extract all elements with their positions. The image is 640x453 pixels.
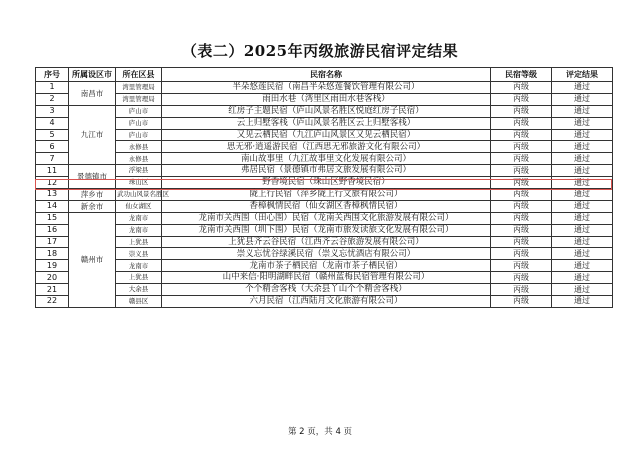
county-cell: 湾里管理局	[116, 93, 162, 105]
homestay-name: 陇上行民宿（萍乡陇上行文旅有限公司）	[162, 189, 491, 201]
county-cell: 龙南市	[116, 260, 162, 272]
page-title: （表二）2025年丙级旅游民宿评定结果	[181, 42, 459, 60]
county-cell: 庐山市	[116, 129, 162, 141]
county-cell: 永修县	[116, 153, 162, 165]
grade-cell: 丙级	[491, 284, 552, 296]
homestay-name: 又见云栖民宿（九江庐山风景区又见云栖民宿）	[162, 129, 491, 141]
county-cell: 龙南市	[116, 224, 162, 236]
table-row	[36, 272, 613, 284]
result-cell: 通过	[552, 117, 613, 129]
city-cell: 新余市	[69, 200, 116, 212]
city-cell: 景德镇市	[69, 165, 116, 189]
table-row	[36, 93, 613, 105]
county-cell: 上犹县	[116, 272, 162, 284]
result-cell: 通过	[552, 165, 613, 177]
row-number: 22	[36, 296, 69, 308]
grade-cell: 丙级	[491, 93, 552, 105]
table-row	[36, 260, 613, 272]
table-row	[36, 82, 613, 94]
homestay-name: 半朵悠莲民宿（南昌半朵悠莲餐饮管理有限公司）	[162, 82, 491, 94]
result-cell: 通过	[552, 236, 613, 248]
table-row	[36, 248, 613, 260]
homestay-name: 南山故事里（九江故事里文化发展有限公司）	[162, 153, 491, 165]
result-cell: 通过	[552, 272, 613, 284]
row-number: 21	[36, 284, 69, 296]
county-cell: 龙南市	[116, 212, 162, 224]
table-row	[36, 200, 613, 212]
county-cell: 湾里管理局	[116, 82, 162, 94]
table-row	[36, 212, 613, 224]
table-row	[36, 105, 613, 117]
result-cell: 通过	[552, 248, 613, 260]
table-row	[36, 165, 613, 177]
homestay-name: 野香境民宿（珠山区野香境民宿）	[162, 177, 491, 189]
header-name: 民宿名称	[162, 68, 491, 82]
result-cell: 通过	[552, 284, 613, 296]
header-county: 所在区县	[116, 68, 162, 82]
table-row	[36, 284, 613, 296]
page-footer: 第 2 页，共 4 页	[287, 427, 353, 437]
header-result: 评定结果	[552, 68, 613, 82]
county-cell: 庐山市	[116, 105, 162, 117]
row-number: 3	[36, 105, 69, 117]
homestay-name: 雨田水巷（湾里区雨田水巷客栈）	[162, 93, 491, 105]
row-number: 5	[36, 129, 69, 141]
homestay-name: 弗居民宿（景德镇市弗居文旅发展有限公司）	[162, 165, 491, 177]
county-cell: 崇义县	[116, 248, 162, 260]
row-number: 2	[36, 93, 69, 105]
result-cell: 通过	[552, 129, 613, 141]
row-number: 12	[36, 177, 69, 189]
row-number: 7	[36, 153, 69, 165]
row-number: 6	[36, 141, 69, 153]
homestay-name: 个个精舍客栈（大余县丫山个个精舍客栈）	[162, 284, 491, 296]
header-city: 所属设区市	[69, 68, 116, 82]
result-cell: 通过	[552, 153, 613, 165]
row-number: 16	[36, 224, 69, 236]
table-row	[36, 141, 613, 153]
homestay-name: 龙南市关西围（圳下围）民宿（龙南市旅发读旅文化发展有限公司）	[162, 224, 491, 236]
table-row	[36, 236, 613, 248]
county-cell: 永修县	[116, 141, 162, 153]
grade-cell: 丙级	[491, 236, 552, 248]
county-cell: 大余县	[116, 284, 162, 296]
county-cell: 仙女湖区	[116, 200, 162, 212]
county-cell: 武功山风景名胜区	[116, 189, 162, 201]
results-table	[35, 67, 613, 308]
grade-cell: 丙级	[491, 177, 552, 189]
row-number: 15	[36, 212, 69, 224]
table-row	[36, 189, 613, 201]
table-row	[36, 224, 613, 236]
table-row	[36, 296, 613, 308]
grade-cell: 丙级	[491, 141, 552, 153]
homestay-name: 香樟枫情民宿（仙女湖区香樟枫情民宿）	[162, 200, 491, 212]
result-cell: 通过	[552, 200, 613, 212]
homestay-name: 云上归墅客栈（庐山风景名胜区云上归墅客栈）	[162, 117, 491, 129]
county-cell: 庐山市	[116, 117, 162, 129]
result-cell: 通过	[552, 260, 613, 272]
county-cell: 上犹县	[116, 236, 162, 248]
table-row	[36, 153, 613, 165]
city-cell: 萍乡市	[69, 189, 116, 201]
county-cell: 浮梁县	[116, 165, 162, 177]
result-cell: 通过	[552, 141, 613, 153]
grade-cell: 丙级	[491, 200, 552, 212]
row-number: 17	[36, 236, 69, 248]
city-cell: 南昌市	[69, 82, 116, 106]
table-row	[36, 177, 613, 189]
grade-cell: 丙级	[491, 248, 552, 260]
row-number: 4	[36, 117, 69, 129]
result-cell: 通过	[552, 296, 613, 308]
result-cell: 通过	[552, 105, 613, 117]
grade-cell: 丙级	[491, 82, 552, 94]
homestay-name: 上犹县齐云谷民宿（江西齐云谷旅游发展有限公司）	[162, 236, 491, 248]
grade-cell: 丙级	[491, 212, 552, 224]
result-cell: 通过	[552, 224, 613, 236]
grade-cell: 丙级	[491, 189, 552, 201]
county-cell: 珠山区	[116, 177, 162, 189]
row-number: 14	[36, 200, 69, 212]
header-grade: 民宿等级	[491, 68, 552, 82]
row-number: 19	[36, 260, 69, 272]
grade-cell: 丙级	[491, 272, 552, 284]
grade-cell: 丙级	[491, 153, 552, 165]
city-cell: 九江市	[69, 105, 116, 164]
row-number: 13	[36, 189, 69, 201]
homestay-name: 六月民宿（江西陆月文化旅游有限公司）	[162, 296, 491, 308]
city-cell: 赣州市	[69, 212, 116, 307]
grade-cell: 丙级	[491, 260, 552, 272]
result-cell: 通过	[552, 212, 613, 224]
grade-cell: 丙级	[491, 165, 552, 177]
homestay-name: 龙南市茶子栖民宿（龙南市茶子栖民宿）	[162, 260, 491, 272]
grade-cell: 丙级	[491, 129, 552, 141]
grade-cell: 丙级	[491, 224, 552, 236]
result-cell: 通过	[552, 189, 613, 201]
row-number: 11	[36, 165, 69, 177]
table-row	[36, 129, 613, 141]
grade-cell: 丙级	[491, 117, 552, 129]
row-number: 20	[36, 272, 69, 284]
table-header-row	[36, 68, 613, 82]
result-cell: 通过	[552, 93, 613, 105]
homestay-name: 思无邪·逍遥游民宿（江西思无邪旅游文化有限公司）	[162, 141, 491, 153]
homestay-name: 红房子主题民宿（庐山风景名胜区悦庭红房子民宿）	[162, 105, 491, 117]
grade-cell: 丙级	[491, 296, 552, 308]
homestay-name: 龙南市关西围（田心围）民宿（龙南关西围文化旅游发展有限公司）	[162, 212, 491, 224]
homestay-name: 崇义忘忧谷绿溪民宿（崇义忘忧酒店有限公司）	[162, 248, 491, 260]
row-number: 1	[36, 82, 69, 94]
result-cell: 通过	[552, 177, 613, 189]
county-cell: 赣县区	[116, 296, 162, 308]
grade-cell: 丙级	[491, 105, 552, 117]
table-row	[36, 117, 613, 129]
row-number: 18	[36, 248, 69, 260]
header-no: 序号	[36, 68, 69, 82]
homestay-name: 山中来信·阳明湖畔民宿（赣州蓝梅民宿管理有限公司）	[162, 272, 491, 284]
result-cell: 通过	[552, 82, 613, 94]
